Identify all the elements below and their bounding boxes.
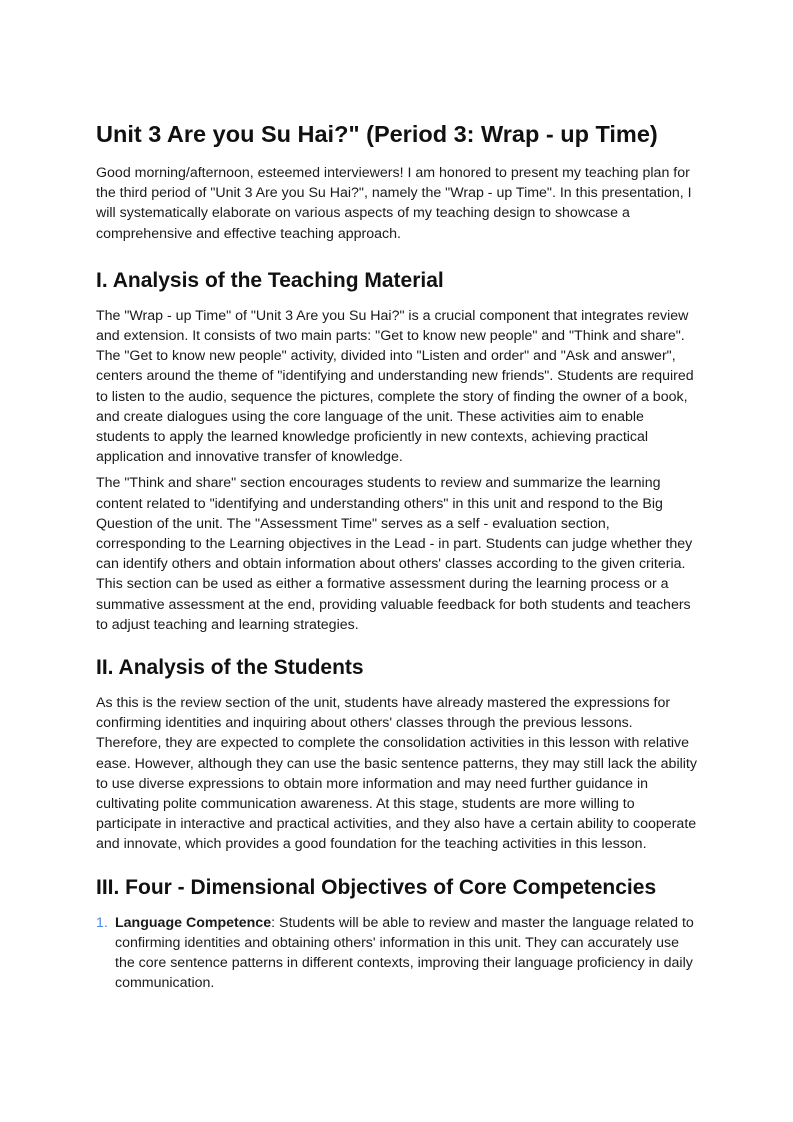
list-item-text: : Students will be able to review and master the language related to confirming identities and obtaining others' information in this unit. They can accurately use the core sentence patterns in different contexts, improving their language proficiency in daily communication. (115, 914, 694, 992)
section-heading-students: II. Analysis of the Students (96, 656, 364, 680)
document-title: Unit 3 Are you Su Hai?" (Period 3: Wrap - up Time) (96, 121, 658, 147)
section-paragraph: The "Wrap - up Time" of "Unit 3 Are you Su Hai?" is a crucial component that integrates review and extension. It consists of two main parts: "Get to know new people" and "Think and share". The "Get to know new people" activity, divided into "Listen and order" and "Ask and answer", centers around the theme of "identifying and understanding new friends". Students are required to listen to the audio, sequence the pictures, complete the story of finding the owner of a book, and create dialogues using the core language of the unit. These activities aim to enable students to apply the learned knowledge proficiently in new contexts, achieving practical application and innovative transfer of knowledge. (96, 307, 694, 466)
section-paragraph: The "Think and share" section encourages students to review and summarize the learning content related to "identifying and understanding others" in this unit and respond to the Big Question of the unit. The "Assessment Time" serves as a self - evaluation section, corresponding to the Learning objectives in the Lead - in part. Students can judge whether they can identify others and obtain information about others' classes according to the given criteria. This section can be used as either a formative assessment during the learning process or a summative assessment at the end, providing valuable feedback for both students and teachers to adjust teaching and learning strategies. (96, 475, 693, 633)
list-item-term: Language Competence (115, 914, 272, 931)
section-heading-objectives: III. Four - Dimensional Objectives of Core Competencies (96, 875, 657, 899)
list-item (96, 913, 697, 994)
objectives-list (96, 913, 697, 994)
section-heading-teaching-material: I. Analysis of the Teaching Material (96, 268, 444, 292)
section-paragraph: As this is the review section of the unit, students have already mastered the expressions for confirming identities and inquiring about others' classes through the previous lessons. Therefore, they are expected to complete the consolidation activities in this lesson with relative ease. However, although they can use the basic sentence patterns, they may still lack the ability to use diverse expressions to obtain more information and may need further guidance in cultivating polite communication awareness. At this stage, students are more willing to participate in interactive and practical activities, and they also have a certain ability to cooperate and innovate, which provides a good foundation for the teaching activities in this lesson. (96, 695, 697, 853)
intro-paragraph: Good morning/afternoon, esteemed interviewers! I am honored to present my teaching plan for the third period of "Unit 3 Are you Su Hai?", namely the "Wrap - up Time". In this presentation, I will systematically elaborate on various aspects of my teaching design to showcase a comprehensive and effective teaching approach. (96, 165, 692, 242)
list-item-number: 1. (96, 914, 108, 931)
